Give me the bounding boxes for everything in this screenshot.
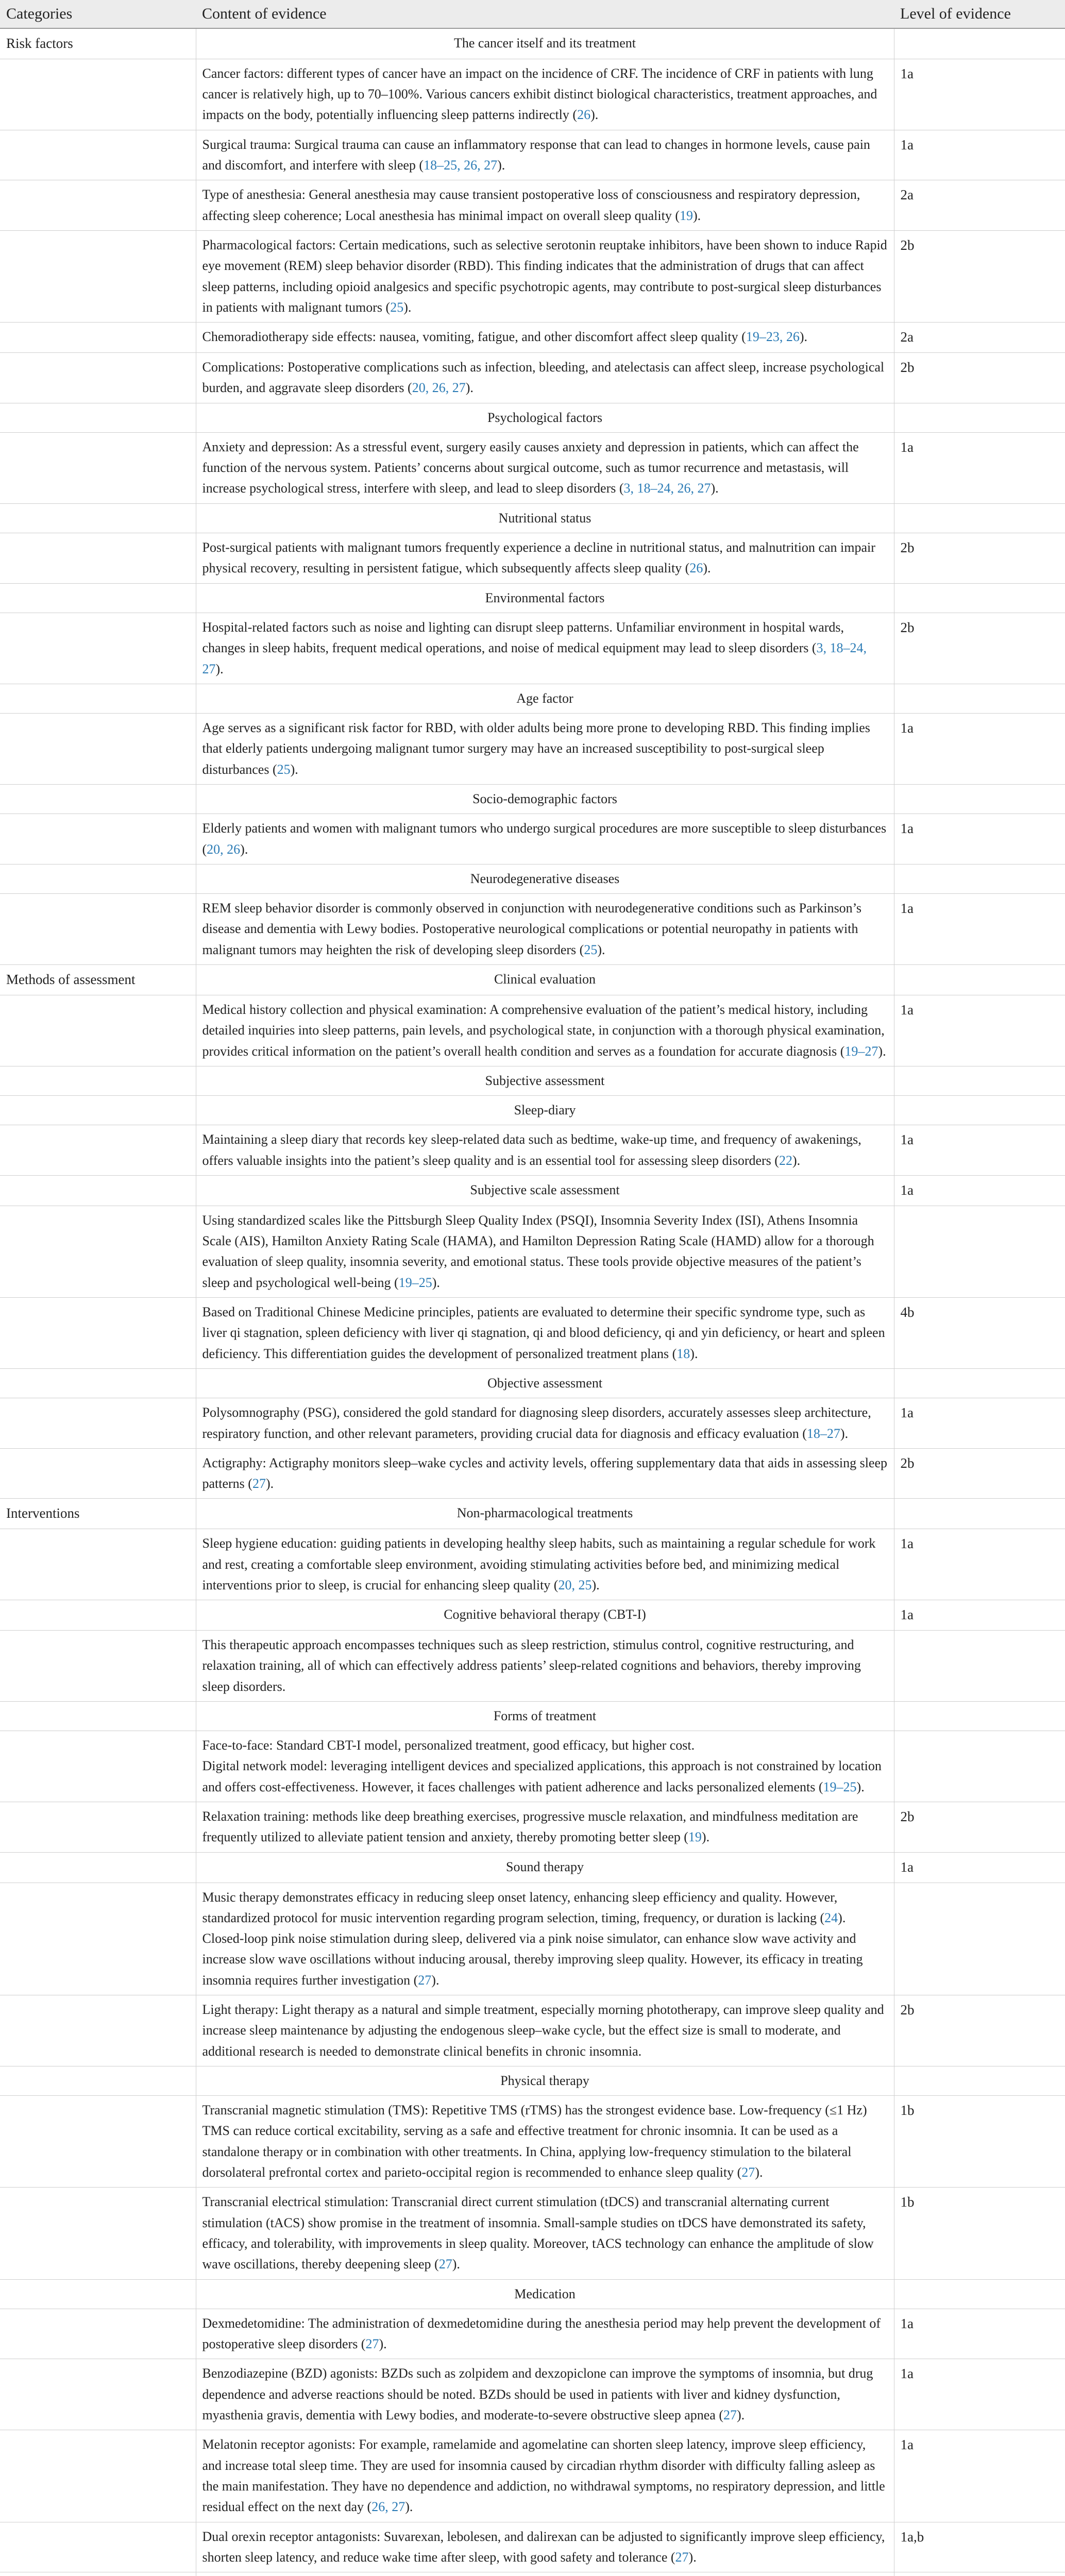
subheading-cell: Environmental factors [196,583,894,613]
level-cell: 1b [894,2096,1065,2188]
citation-link[interactable]: 18–27 [806,1426,840,1441]
level-cell [894,785,1065,814]
category-cell-empty [0,1701,196,1731]
table-row [0,59,1065,130]
level-cell [894,864,1065,893]
category-cell-empty [0,1176,196,1206]
citation-link[interactable]: 26, 27 [371,2499,405,2515]
content-cell: Polysomnography (PSG), considered the gold standard for diagnosing sleep disorders, accurately assesses sleep architecture, respiratory function, and other relevant parameters, providing crucial data for diagnosis and efficacy evaluation (18–27). [196,1398,894,1449]
citation-link[interactable]: 27 [365,2336,379,2352]
level-cell: 1a [894,1529,1065,1600]
table-row [0,1802,1065,1853]
subheading-row [0,2279,1065,2309]
content-cell: Post-surgical patients with malignant tumors frequently experience a decline in nutritional status, and malnutrition can impair physical recovery, resulting in persistent fatigue, which subsequently affects sleep quality (26). [196,533,894,584]
level-cell: 2a [894,323,1065,353]
table-row [0,2430,1065,2522]
level-cell [894,503,1065,533]
subheading-cell: Non-pharmacological treatments [196,1499,894,1529]
citation-link[interactable]: 27 [252,1476,266,1492]
category-cell-empty [0,785,196,814]
subheading-cell: Subjective assessment [196,1066,894,1095]
subheading-row [0,684,1065,713]
level-cell [894,1096,1065,1125]
table-row [0,533,1065,584]
citation-link[interactable]: 19–23, 26 [746,329,800,345]
table-row [0,2309,1065,2359]
content-cell: Relaxation training: methods like deep breathing exercises, progressive muscle relaxation, and mindfulness meditation are frequently utilized to alleviate patient tension and anxiety, thereby promoting better sleep (19). [196,1802,894,1853]
table-row [0,714,1065,785]
citation-link[interactable]: 25 [277,761,291,777]
content-cell: Melatonin receptor agonists: For example, ramelamide and agomelatine can shorten sleep latency, improve sleep efficiency, and increase total sleep time. They are used for insomnia caused by circadian rhythm disorder with difficulty falling asleep as the main manifestation. They have no dependence and addiction, no withdrawal symptoms, no respiratory depression, and little residual effect on the next day (26, 27). [196,2430,894,2522]
subheading-row [0,864,1065,893]
header-row [0,0,1065,28]
subheading-row [0,785,1065,814]
category-cell-empty [0,1802,196,1853]
table-row [0,1206,1065,1297]
category-cell-empty [0,1731,196,1802]
category-cell-empty [0,995,196,1066]
level-cell: 1a [894,2430,1065,2522]
content-cell: Sleep hygiene education: guiding patients in developing healthy sleep habits, such as maintaining a regular schedule for work and rest, creating a comfortable sleep environment, avoiding stimulating activities before bed, and minimizing medical interventions prior to sleep, is crucial for enhancing sleep quality (20, 25). [196,1529,894,1600]
content-cell: Dexmedetomidine: The administration of dexmedetomidine during the anesthesia period may help prevent the development of postoperative sleep disorders (27). [196,2309,894,2359]
category-cell-empty [0,1298,196,1369]
subheading-cell: Socio-demographic factors [196,785,894,814]
table-row [0,1298,1065,1369]
level-cell [894,2066,1065,2095]
category-cell-empty [0,894,196,965]
category-cell-empty [0,684,196,713]
category-cell-empty [0,352,196,403]
citation-link[interactable]: 22 [779,1153,792,1168]
level-cell: 2b [894,1995,1065,2066]
content-cell: Age serves as a significant risk factor for RBD, with older adults being more prone to developing RBD. This finding implies that elderly patients undergoing malignant tumor surgery may have an increased susceptibility to post-surgical sleep disturbances (25). [196,714,894,785]
subheading-cell: Age factor [196,684,894,713]
citation-link[interactable]: 20, 26 [207,841,241,857]
category-cell-empty [0,1600,196,1631]
content-cell: Music therapy demonstrates efficacy in reducing sleep onset latency, enhancing sleep efficiency and quality. However, standardized protocol for music intervention regarding program selection, timing, frequency, or duration is lacking (24). Closed-loop pink noise stimulation during sleep, delivered via a pink noise simulator, can enhance slow wave activity and increase slow wave oscillations without inducing arousal, thereby improving sleep quality. However, its efficacy in treating insomnia requires further investigation (27). [196,1883,894,1995]
table-row [0,894,1065,965]
level-cell: 1a [894,432,1065,503]
table-row [0,2096,1065,2188]
level-cell: 1a [894,1125,1065,1176]
content-cell: Type of anesthesia: General anesthesia may cause transient postoperative loss of consciousness and respiratory depression, affecting sleep coherence; Local anesthesia has minimal impact on overall sleep quality (19). [196,180,894,231]
content-cell: Pharmacological factors: Certain medications, such as selective serotonin reuptake inhibitors, have been shown to induce Rapid eye movement (REM) sleep behavior disorder (RBD). This finding indicates that the administration of drugs that can affect sleep patterns, including opioid analgesics and specific psychotropic agents, may contribute to post-surgical sleep disturbances in patients with malignant tumors (25). [196,230,894,322]
level-cell: 1a [894,1600,1065,1631]
subheading-row [0,1176,1065,1206]
citation-link[interactable]: 19 [688,1829,702,1845]
level-cell [894,1701,1065,1731]
category-cell-empty [0,1448,196,1499]
table-row [0,1448,1065,1499]
subheading-row [0,1066,1065,1095]
content-cell: Hospital-related factors such as noise and lighting can disrupt sleep patterns. Unfamiliar environment in hospital wards, changes in sleep habits, frequent medical operations, and noise of medical equipment may lead to sleep disorders (3, 18–24, 27). [196,613,894,684]
level-cell [894,965,1065,995]
subheading-cell: Forms of treatment [196,1701,894,1731]
table-row [0,2522,1065,2572]
category-cell-empty [0,2359,196,2430]
category-cell-empty [0,130,196,180]
category-cell-empty [0,432,196,503]
table-row [0,814,1065,865]
category-cell-empty [0,1066,196,1095]
citation-link[interactable]: 18 [677,1346,690,1361]
citation-link[interactable]: 20, 25 [558,1577,592,1592]
table-row [0,1731,1065,1802]
content-cell: Actigraphy: Actigraphy monitors sleep–wake cycles and activity levels, offering supplementary data that aids in assessing sleep patterns (27). [196,1448,894,1499]
subheading-cell: Physical therapy [196,2066,894,2095]
subheading-row [0,1096,1065,1125]
table-row [0,1995,1065,2066]
citation-link[interactable]: 3, 18–24, 26, 27 [623,481,711,496]
content-cell: Based on Traditional Chinese Medicine principles, patients are evaluated to determine their specific syndrome type, such as liver qi stagnation, spleen deficiency with liver qi stagnation, qi and blood deficiency, qi and yin deficiency, or heart and spleen deficiency. This differentiation guides the development of personalized treatment plans (18). [196,1298,894,1369]
table-row [0,230,1065,322]
content-cell: Surgical trauma: Surgical trauma can cause an inflammatory response that can lead to changes in hormone levels, cause pain and discomfort, and interfere with sleep (18–25, 26, 27). [196,130,894,180]
subheading-cell: Neurodegenerative diseases [196,864,894,893]
subheading-cell: Psychological factors [196,403,894,432]
table-row [0,432,1065,503]
level-cell [894,1731,1065,1802]
subheading-cell: Sound therapy [196,1852,894,1883]
content-cell: Anxiety and depression: As a stressful event, surgery easily causes anxiety and depression in patients, which can affect the function of the nervous system. Patients’ concerns about surgical outcome, such as tumor recurrence and metastasis, will increase psychological stress, interfere with sleep, and lead to sleep disorders (3, 18–24, 26, 27). [196,432,894,503]
table-row [0,995,1065,1066]
level-cell [894,2572,1065,2576]
level-cell: 2b [894,613,1065,684]
category-cell-empty [0,1096,196,1125]
citation-link[interactable]: 26 [689,561,703,576]
content-cell: Chemoradiotherapy side effects: nausea, vomiting, fatigue, and other discomfort affect sleep quality (19–23, 26). [196,323,894,353]
level-cell [894,1883,1065,1995]
category-cell-empty [0,1630,196,1701]
level-cell: 2b [894,533,1065,584]
content-cell: Dual orexin receptor antagonists: Suvarexan, lebolesen, and dalirexan can be adjusted to significantly improve sleep efficiency, shorten sleep latency, and reduce wake time after sleep, with good safety and tolerance (27). [196,2522,894,2572]
subheading-row [0,965,1065,995]
level-cell: 2b [894,230,1065,322]
subheading-row [0,2066,1065,2095]
level-cell: 1a [894,2309,1065,2359]
level-cell: 1a [894,995,1065,1066]
subheading-row [0,583,1065,613]
level-cell [894,28,1065,59]
subheading-row [0,1701,1065,1731]
table-row [0,180,1065,231]
category-cell-empty [0,583,196,613]
citation-link[interactable]: 27 [723,2408,737,2423]
citation-link[interactable]: 27 [418,1972,432,1988]
level-cell: 1a [894,894,1065,965]
subheading-cell: Sleep-diary [196,1096,894,1125]
table-row [0,1398,1065,1449]
content-cell: Medical history collection and physical examination: A comprehensive evaluation of the patient’s medical history, including detailed inquiries into sleep patterns, pain levels, and psychological state, in conjunction with a thorough physical examination, provides critical information on the patient’s overall health condition and serves as a foundation for accurate diagnosis (19–27). [196,995,894,1066]
citation-link[interactable]: 19 [680,208,693,223]
level-cell: 4b [894,1298,1065,1369]
table-row [0,613,1065,684]
category-cell-empty [0,2096,196,2188]
table-row [0,1529,1065,1600]
category-cell-empty [0,1206,196,1297]
table-row [0,2188,1065,2279]
citation-link[interactable]: 27 [741,2165,755,2180]
level-cell: 2b [894,1448,1065,1499]
category-cell-empty [0,533,196,584]
category-cell-empty [0,714,196,785]
level-cell [894,1630,1065,1701]
level-cell [894,684,1065,713]
citation-link[interactable]: 24 [824,1910,838,1925]
category-cell-empty [0,2572,196,2576]
table-row [0,1125,1065,1176]
content-cell [196,2572,894,2576]
subheading-row [0,1368,1065,1398]
content-cell: Complications: Postoperative complications such as infection, bleeding, and atelectasis can affect sleep, increase psychological burden, and aggravate sleep disorders (20, 26, 27). [196,352,894,403]
table-row [0,130,1065,180]
level-cell: 2b [894,352,1065,403]
category-cell-empty [0,1529,196,1600]
citation-link[interactable]: 19–27 [844,1043,878,1059]
content-cell: Face-to-face: Standard CBT-I model, personalized treatment, good efficacy, but higher cost. Digital network model: leveraging intelligent devices and specialized applications, this approach is not constrained by location and offers cost-effectiveness. However, it faces challenges with patient adherence and lacks personalized elements (19–25). [196,1731,894,1802]
content-cell: This therapeutic approach encompasses techniques such as sleep restriction, stimulus control, cognitive restructuring, and relaxation training, all of which can effectively address patients’ sleep-related cognitions and behaviors, thereby improving sleep disorders. [196,1630,894,1701]
level-cell: 1a [894,1176,1065,1206]
subheading-cell: Subjective scale assessment [196,1176,894,1206]
citation-link[interactable]: 19–25 [823,1779,857,1794]
category-cell-empty [0,2279,196,2309]
citation-link[interactable]: 27 [438,2257,452,2272]
category-cell: Risk factors [0,28,196,59]
level-cell [894,1066,1065,1095]
category-cell-empty [0,1368,196,1398]
level-cell [894,1499,1065,1529]
content-cell: Transcranial electrical stimulation: Transcranial direct current stimulation (tDCS) and transcranial alternating current stimulation (tACS) show promise in the treatment of insomnia. Small-sample studies on tDCS have demonstrated its safety, efficacy, and tolerability, with improvements in sleep quality. Moreover, tACS technology can enhance the amplitude of slow wave oscillations, thereby deepening sleep (27). [196,2188,894,2279]
level-cell: 1b [894,2188,1065,2279]
subheading-cell: Objective assessment [196,1368,894,1398]
header-level: Level of evidence [894,0,1065,28]
level-cell [894,1368,1065,1398]
citation-link[interactable]: 19–25 [398,1275,432,1290]
content-cell: Maintaining a sleep diary that records key sleep-related data such as bedtime, wake-up time, and frequency of awakenings, offers valuable insights into the patient’s sleep quality and is an essential tool for assessing sleep disorders (22). [196,1125,894,1176]
subheading-cell: Cognitive behavioral therapy (CBT-I) [196,1600,894,1631]
category-cell: Interventions [0,1499,196,1529]
category-cell-empty [0,2309,196,2359]
category-cell-empty [0,503,196,533]
level-cell: 1a [894,1398,1065,1449]
level-cell: 1a [894,2359,1065,2430]
table-row [0,1630,1065,1701]
table-row [0,1883,1065,1995]
level-cell: 1a [894,130,1065,180]
category-cell-empty [0,2066,196,2095]
header-content: Content of evidence [196,0,894,28]
category-cell-empty [0,1398,196,1449]
category-cell-empty [0,323,196,353]
category-cell-empty [0,2430,196,2522]
subheading-cell: Nutritional status [196,503,894,533]
table-row [0,352,1065,403]
table-body [0,28,1065,2576]
level-cell: 1a [894,59,1065,130]
level-cell [894,403,1065,432]
category-cell-empty [0,1883,196,1995]
level-cell: 1a [894,714,1065,785]
level-cell: 2a [894,180,1065,231]
citation-link[interactable]: 26 [577,107,591,123]
citation-link[interactable]: 27 [675,2549,689,2565]
category-cell-empty [0,2522,196,2572]
citation-link[interactable]: 20, 26, 27 [412,380,466,396]
category-cell-empty [0,2188,196,2279]
category-cell-empty [0,59,196,130]
content-cell: Elderly patients and women with malignant tumors who undergo surgical procedures are more susceptible to sleep disturbances (20, 26). [196,814,894,865]
content-cell: Transcranial magnetic stimulation (TMS): Repetitive TMS (rTMS) has the strongest evidence base. Low-frequency (≤1 Hz) TMS can reduce cortical excitability, serving as a safe and effective treatment for chronic insomnia. It can be used as a standalone therapy or in combination with other treatments. In China, applying low-frequency stimulation to the bilateral dorsolateral prefrontal cortex and parieto-occipital region is recommended to enhance sleep quality (27). [196,2096,894,2188]
level-cell: 1a [894,814,1065,865]
subheading-row [0,403,1065,432]
subheading-row [0,1852,1065,1883]
header-categories: Categories [0,0,196,28]
subheading-row [0,503,1065,533]
subheading-cell: Clinical evaluation [196,965,894,995]
level-cell: 2b [894,1802,1065,1853]
category-cell-empty [0,403,196,432]
category-cell-empty [0,613,196,684]
category-cell-empty [0,1995,196,2066]
category-cell: Methods of assessment [0,965,196,995]
content-cell: Cancer factors: different types of cancer have an impact on the incidence of CRF. The incidence of CRF in patients with lung cancer is relatively high, up to 70–100%. Various cancers exhibit distinct biological characteristics, treatment approaches, and impacts on the body, potentially influencing sleep patterns indirectly (26). [196,59,894,130]
citation-link[interactable]: 3, 18–24, 27 [202,640,867,676]
content-cell: Using standardized scales like the Pittsburgh Sleep Quality Index (PSQI), Insomnia Severity Index (ISI), Athens Insomnia Scale (AIS), Hamilton Anxiety Rating Scale (HAMA), and Hamilton Depression Rating Scale (HAMD) allow for a thorough evaluation of sleep quality, insomnia severity, and emotional status. These tools provide objective measures of the patient’s sleep and psychological well-being (19–25). [196,1206,894,1297]
category-cell-empty [0,864,196,893]
subheading-cell: The cancer itself and its treatment [196,28,894,59]
content-cell: Light therapy: Light therapy as a natural and simple treatment, especially morning phototherapy, can improve sleep quality and increase sleep maintenance by adjusting the endogenous sleep–wake cycle, but the effect size is small to moderate, and additional research is needed to demonstrate clinical benefits in chronic insomnia. [196,1995,894,2066]
subheading-cell: Medication [196,2279,894,2309]
category-cell-empty [0,230,196,322]
table-row [0,2572,1065,2576]
level-cell: 1a,b [894,2522,1065,2572]
citation-link[interactable]: 25 [584,942,598,957]
content-cell: Benzodiazepine (BZD) agonists: BZDs such as zolpidem and dexzopiclone can improve the symptoms of insomnia, but drug dependence and adverse reactions should be noted. BZDs should be used in patients with liver and kidney dysfunction, myasthenia gravis, dementia with Lewy bodies, and moderate-to-severe obstructive sleep apnea (27). [196,2359,894,2430]
category-cell-empty [0,180,196,231]
level-cell: 1a [894,1852,1065,1883]
citation-link[interactable]: 25 [390,299,404,315]
content-cell: REM sleep behavior disorder is commonly observed in conjunction with neurodegenerative conditions such as Parkinson’s disease and dementia with Lewy bodies. Postoperative neurological complications or potential neuropathy in patients with malignant tumors may heighten the risk of developing sleep disorders (25). [196,894,894,965]
category-cell-empty [0,1125,196,1176]
table-row [0,2359,1065,2430]
level-cell [894,2279,1065,2309]
level-cell [894,1206,1065,1297]
subheading-row [0,28,1065,59]
level-cell [894,583,1065,613]
table-row [0,323,1065,353]
category-cell-empty [0,814,196,865]
category-cell-empty [0,1852,196,1883]
subheading-row [0,1499,1065,1529]
subheading-row [0,1600,1065,1631]
citation-link[interactable]: 18–25, 26, 27 [424,158,498,173]
